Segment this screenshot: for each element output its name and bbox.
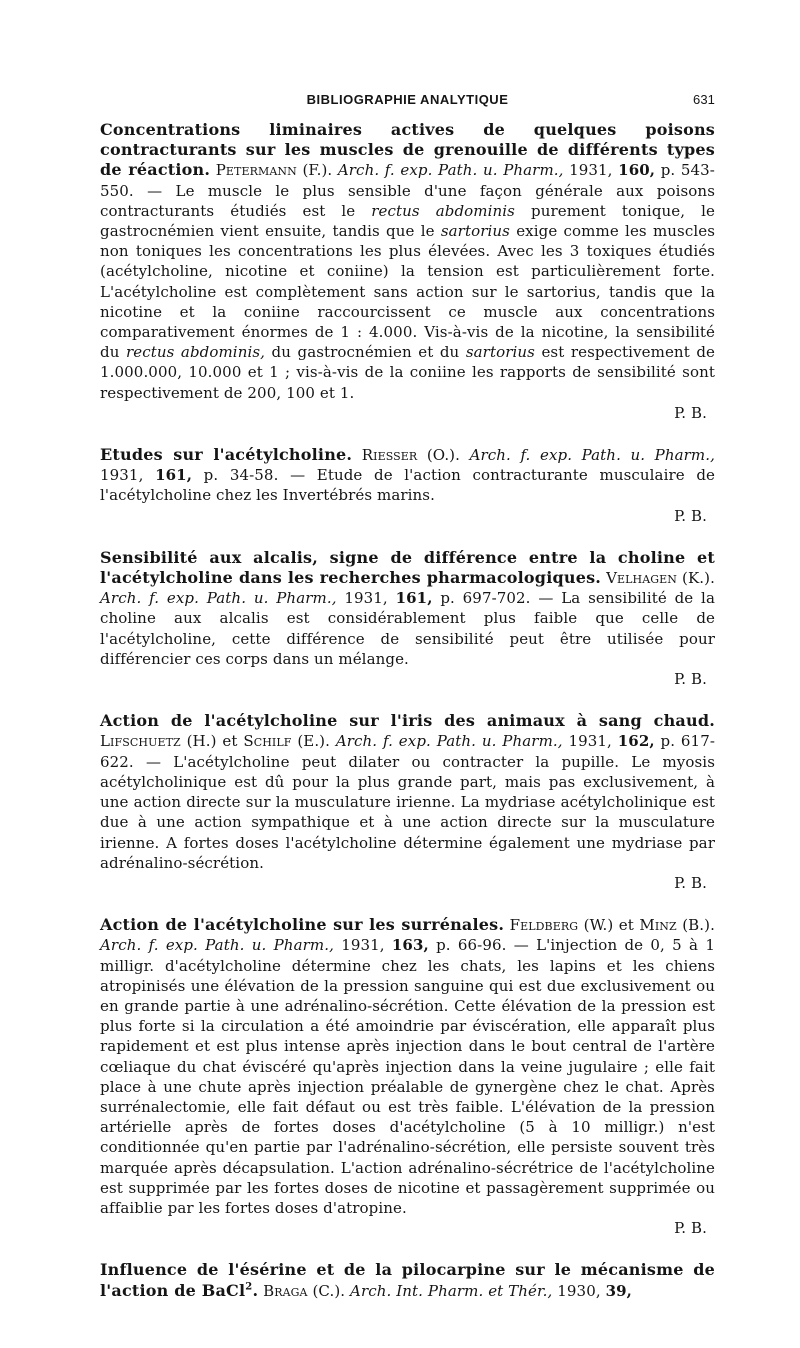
year: 1931, — [569, 161, 613, 180]
page-number: 631 — [693, 92, 715, 107]
entry-title-text: Influence de l'ésérine et de la pilocarpine sur le mécanisme de l'action de BaCl — [100, 1260, 715, 1300]
entry-title: Action de l'acétylcholine sur les surrénales. — [100, 915, 505, 935]
author-initials: (E.). — [297, 732, 331, 751]
author-name: Minz — [639, 916, 677, 935]
latin-term: sartorius — [465, 343, 535, 362]
pages: p. 66-96. — [436, 936, 507, 955]
pages: p. 697-702. — [440, 589, 531, 608]
abstract-text: — La sensibilité de la choline aux alcalis est considérablement plus faible que celle de l'acétylcholine, cette différence de sensibilité peut être utilisée pour différencier ces corps dans un mélange. — [100, 589, 715, 668]
author-initials: (W.) et — [583, 916, 634, 935]
author-name: Lifschuetz — [100, 732, 181, 751]
entry-title: Action de l'acétylcholine sur l'iris des animaux à sang chaud. — [100, 711, 715, 731]
signature: P. B. — [674, 1219, 707, 1238]
author-name: Riesser — [361, 446, 418, 465]
volume: 39, — [605, 1281, 632, 1300]
year: 1931, — [100, 466, 144, 485]
entry-title: Concentrations liminaires actives de quelques poisons contracturants sur les muscles de grenouille de différents types de réaction. — [100, 120, 715, 180]
journal-name: Arch. f. exp. Path. u. Pharm., — [100, 936, 334, 955]
abstract-text: — Etude de l'action contracturante musculaire de l'acétylcholine chez les Invertébrés marins. — [100, 466, 716, 505]
volume: 163, — [391, 936, 429, 955]
author-initials: (O.). — [426, 446, 461, 465]
author-initials: (K.). — [682, 569, 715, 588]
entry-title-end: . — [252, 1280, 259, 1300]
year: 1931, — [568, 732, 612, 751]
pages: p. 34-58. — [203, 466, 279, 485]
author-name: Schilf — [243, 732, 292, 751]
bibliography-entry — [100, 1260, 715, 1300]
page-header — [100, 88, 715, 110]
bibliography-entry — [100, 548, 715, 689]
chemical-subscript: 2 — [245, 1281, 253, 1293]
signature: P. B. — [674, 403, 707, 422]
author-name: Feldberg — [509, 916, 579, 935]
pages: p. 543-550. — [100, 161, 715, 200]
abstract-text: — L'injection de 0, 5 à 1 milligr. d'acétylcholine détermine chez les chats, les lapins et les chiens atropinisés une élévation de la pression sanguine qui est due exclusivement ou en grande partie à une adrénalino-sécrétion. Cette élévation de la pression est plus forte si la circulation a été amoindrie par éviscération, elle apparaît plus rapidement et est plus intense après injection dans le bout central de l'artère cœliaque du chat éviscéré qu'après injection dans la veine jugulaire ; elle fait place à une chute après injection préalable de gynergène chez le chat. Après surrénalectomie, elle fait défaut ou est très faible. L'élévation de la pression artérielle après de fortes doses d'acétylcholine (5 à 10 milligr.) n'est conditionnée qu'en partie par l'adrénalino-sécrétion, elle persiste souvent très marquée après décapsulation. L'action adrénalino-sécrétrice de l'acétylcholine est supprimée par les fortes doses de nicotine et passagèrement supprimée ou affaiblie par les fortes doses d'atropine. — [100, 936, 715, 1217]
entry-title: Sensibilité aux alcalis, signe de différence entre la choline et l'acétylcholine dans les recherches pharmacologiques. — [100, 547, 715, 588]
abstract-text: du gastrocnémien et du — [271, 343, 460, 362]
author-initials: (B.). — [682, 916, 715, 935]
journal-name: Arch. f. exp. Path. u. Pharm., — [100, 589, 337, 608]
signature: P. B. — [674, 873, 707, 892]
author-initials: (F.). — [302, 161, 333, 180]
bibliography-entry — [100, 120, 715, 423]
bibliography-entry — [100, 711, 715, 893]
abstract-text: — L'acétylcholine peut dilater ou contracter la pupille. Le myosis acétylcholinique est dû pour la plus grande part, mais pas exclusivement, à une action directe sur la musculature irienne. La mydriase acétylcholinique est due à une action sympathique et à une action directe sur la musculature irienne. A fortes doses l'acétylcholine détermine également une mydriase par adrénalino-sécrétion. — [100, 752, 715, 872]
volume: 162, — [617, 732, 655, 751]
latin-term: rectus abdominis — [371, 201, 515, 220]
abstract-text: purement tonique, le gastrocnémien vient ensuite, tandis que le — [100, 201, 716, 241]
author-name: Braga — [263, 1281, 308, 1300]
author-initials: (H.) et — [186, 732, 238, 751]
author-initials: (C.). — [312, 1281, 346, 1300]
year: 1931, — [344, 589, 388, 608]
journal-name: Arch. f. exp. Path. u. Pharm., — [337, 161, 564, 180]
volume: 161, — [395, 589, 433, 608]
bibliography-entry — [100, 445, 715, 526]
volume: 161, — [155, 466, 193, 485]
journal-name: Arch. Int. Pharm. et Thér., — [350, 1281, 553, 1300]
document-page — [100, 88, 715, 1323]
latin-term: rectus abdominis, — [125, 343, 266, 362]
author-name: Petermann — [215, 161, 297, 180]
abstract-text: exige comme les muscles non toniques les concentrations les plus élevées. Avec les 3 toxiques étudiés (acétylcholine, nicotine et coniine) la tension est particulièrement forte. L'acétylcholine est complètement sans action sur le sartorius, tandis que la nicotine et la coniine raccourcissent ce muscle aux concentrations comparativement énormes de 1 : 4.000. Vis-à-vis de la nicotine, la sensibilité du — [100, 222, 716, 362]
journal-name: Arch. f. exp. Path. u. Pharm., — [469, 446, 715, 465]
abstract-text: est respectivement de 1.000.000, 10.000 et 1 ; vis-à-vis de la coniine les rapports de sensibilité sont respectivement de 200, 100 et 1. — [100, 343, 715, 402]
signature: P. B. — [674, 670, 707, 689]
year: 1930, — [557, 1281, 601, 1300]
abstract-text: — Le muscle le plus sensible d'une façon générale aux poisons contracturants étudiés est le — [100, 181, 715, 220]
year: 1931, — [341, 936, 385, 955]
pages: p. 617-622. — [100, 732, 716, 771]
journal-name: Arch. f. exp. Path. u. Pharm., — [335, 732, 563, 751]
signature: P. B. — [674, 506, 707, 525]
author-name: Velhagen — [606, 569, 678, 588]
running-title: BIBLIOGRAPHIE ANALYTIQUE — [306, 92, 509, 107]
entry-title: Etudes sur l'acétylcholine. — [100, 445, 353, 465]
volume: 160, — [618, 161, 656, 180]
bibliography-entry — [100, 915, 715, 1238]
latin-term: sartorius — [440, 222, 510, 241]
